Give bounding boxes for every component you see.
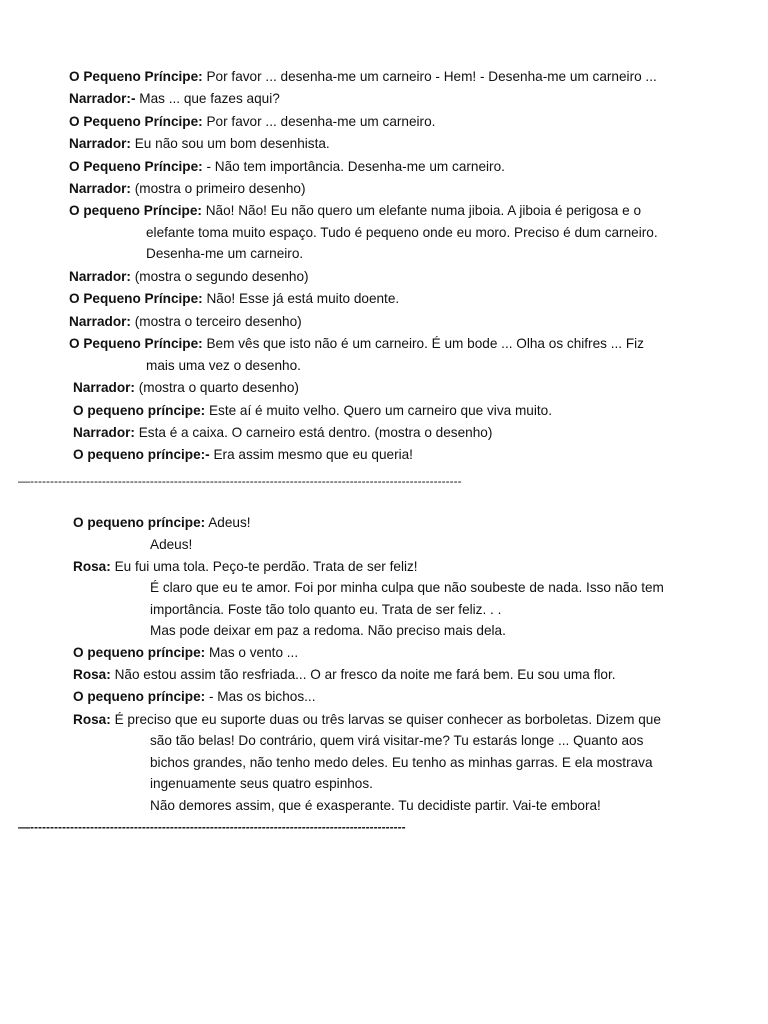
dialogue-text: importância. Foste tão tolo quanto eu. Trata de ser feliz. . . <box>150 601 502 617</box>
speaker-name: O pequeno príncipe:- <box>73 447 210 463</box>
dialogue-text: Adeus! <box>150 536 193 552</box>
dialogue-first-line <box>69 288 399 310</box>
dialogue-text: elefante toma muito espaço. Tudo é pequeno onde eu moro. Preciso é dum carneiro. <box>146 224 658 240</box>
dialogue-first-line <box>69 266 309 288</box>
dialogue-entry <box>73 686 315 708</box>
dialogue-entry <box>69 111 435 133</box>
dialogue-entry <box>73 556 664 642</box>
dialogue-first-line <box>73 444 413 466</box>
speaker-name: O Pequeno Príncipe: <box>69 336 203 352</box>
speaker-name: O Pequeno Príncipe: <box>69 158 203 174</box>
dialogue-continuation-line <box>73 752 661 774</box>
speaker-name: Narrador: <box>69 269 131 284</box>
dialogue-text: Por favor ... desenha-me um carneiro - Hem! - Desenha-me um carneiro ... <box>206 69 657 84</box>
dialogue-entry <box>73 709 661 817</box>
scene-separator-2: —---------------------------------------------------------------------------------------------- <box>18 820 406 834</box>
speaker-name: O Pequeno Príncipe: <box>69 291 203 307</box>
dialogue-text: mais uma vez o desenho. <box>146 357 301 373</box>
dialogue-text: Eu fui uma tola. Peço-te perdão. Trata de ser feliz! <box>114 558 418 574</box>
dialogue-text: Era assim mesmo que eu queria! <box>213 447 413 463</box>
dialogue-text: Esta é a caixa. O carneiro está dentro. (mostra o desenho) <box>138 425 493 440</box>
dialogue-first-line <box>69 88 280 110</box>
dialogue-entry <box>69 66 657 88</box>
dialogue-text: Mas o vento ... <box>208 645 299 660</box>
dialogue-text: Mas pode deixar em paz a redoma. Não preciso mais dela. <box>150 623 506 639</box>
dialogue-entry <box>69 133 330 155</box>
dialogue-first-line <box>73 400 552 422</box>
dialogue-first-line <box>73 422 492 444</box>
dialogue-text: ingenuamente seus quatro espinhos. <box>150 776 373 792</box>
dialogue-entry <box>73 400 552 422</box>
dialogue-text: Não demores assim, que é exasperante. Tu decidiste partir. Vai-te embora! <box>150 797 601 813</box>
dialogue-text: (mostra o segundo desenho) <box>134 269 309 284</box>
speaker-name: Rosa: <box>73 711 111 727</box>
dialogue-entry <box>69 178 305 200</box>
dialogue-first-line <box>73 709 661 731</box>
dialogue-entry <box>69 333 644 376</box>
speaker-name: O pequeno Príncipe: <box>69 203 202 219</box>
speaker-name: Rosa: <box>73 667 111 683</box>
dialogue-first-line <box>73 512 251 534</box>
dialogue-entry <box>73 664 616 686</box>
dialogue-entry <box>69 311 302 333</box>
dialogue-text: Não! Esse já está muito doente. <box>206 291 400 307</box>
dialogue-continuation-line <box>73 620 664 642</box>
dialogue-entry <box>69 156 505 178</box>
dialogue-continuation-line <box>69 222 658 244</box>
dialogue-first-line <box>69 156 505 178</box>
dialogue-first-line <box>69 111 435 133</box>
dialogue-text: - Mas os bichos... <box>208 689 316 705</box>
speaker-name: Narrador: <box>73 380 135 396</box>
dialogue-text: Não! Não! Eu não quero um elefante numa jiboia. A jiboia é perigosa e o <box>205 203 642 219</box>
dialogue-text: - Não tem importância. Desenha-me um carneiro. <box>206 158 505 174</box>
dialogue-text: (mostra o primeiro desenho) <box>134 181 306 196</box>
dialogue-entry <box>69 288 399 310</box>
dialogue-continuation-line <box>73 599 664 621</box>
dialogue-text: Por favor ... desenha-me um carneiro. <box>206 113 436 129</box>
dialogue-first-line <box>73 664 616 686</box>
dialogue-first-line <box>73 377 299 399</box>
dialogue-first-line <box>69 178 305 200</box>
dialogue-entry <box>69 88 280 110</box>
speaker-name: O pequeno príncipe: <box>73 402 206 418</box>
speaker-name: Narrador: <box>69 181 131 196</box>
dialogue-text: (mostra o quarto desenho) <box>138 380 299 396</box>
speaker-name: Narrador: <box>69 136 131 152</box>
dialogue-text: É preciso que eu suporte duas ou três larvas se quiser conhecer as borboletas. Dizem que <box>114 711 661 727</box>
dialogue-first-line <box>73 686 315 708</box>
dialogue-text: É claro que eu te amor. Foi por minha culpa que não soubeste de nada. Isso não tem <box>150 580 664 596</box>
dialogue-text: Adeus! <box>208 515 251 530</box>
dialogue-first-line <box>69 333 644 355</box>
dialogue-text: (mostra o terceiro desenho) <box>134 313 302 329</box>
dialogue-first-line <box>73 556 664 578</box>
dialogue-text: Bem vês que isto não é um carneiro. É um bode ... Olha os chifres ... Fiz <box>206 336 644 352</box>
dialogue-continuation-line <box>69 355 644 377</box>
dialogue-continuation-line <box>73 730 661 752</box>
speaker-name: Narrador: <box>73 425 135 440</box>
dialogue-entry <box>73 377 299 399</box>
dialogue-text: Desenha-me um carneiro. <box>146 246 304 262</box>
speaker-name: Narrador:- <box>69 91 136 107</box>
dialogue-entry <box>73 422 492 444</box>
dialogue-text: bichos grandes, não tenho medo deles. Eu tenho as minhas garras. E ela mostrava <box>150 754 653 770</box>
dialogue-entry <box>73 642 298 664</box>
dialogue-entry <box>69 200 658 265</box>
speaker-name: O Pequeno Príncipe: <box>69 113 203 129</box>
dialogue-entry <box>69 266 309 288</box>
speaker-name: Rosa: <box>73 558 111 574</box>
speaker-name: O pequeno príncipe: <box>73 645 206 660</box>
speaker-name: O pequeno príncipe: <box>73 689 206 705</box>
dialogue-first-line <box>69 311 302 333</box>
dialogue-continuation-line <box>73 534 251 556</box>
dialogue-text: Mas ... que fazes aqui? <box>139 91 280 107</box>
dialogue-text: são tão belas! Do contrário, quem virá visitar-me? Tu estarás longe ... Quanto aos <box>150 733 644 749</box>
dialogue-first-line <box>69 200 658 222</box>
dialogue-continuation-line <box>73 577 664 599</box>
dialogue-first-line <box>69 133 330 155</box>
dialogue-text: Este aí é muito velho. Quero um carneiro que viva muito. <box>208 402 552 418</box>
dialogue-continuation-line <box>69 243 658 265</box>
dialogue-text: Não estou assim tão resfriada... O ar fresco da noite me fará bem. Eu sou uma flor. <box>114 667 616 683</box>
scene-separator-1: —------------------------------------------------------------------------------------------------------------ <box>18 474 462 488</box>
dialogue-text: Eu não sou um bom desenhista. <box>134 136 330 152</box>
dialogue-first-line <box>69 66 657 88</box>
speaker-name: O Pequeno Príncipe: <box>69 69 203 84</box>
dialogue-continuation-line <box>73 795 661 817</box>
dialogue-continuation-line <box>73 773 661 795</box>
dialogue-entry <box>73 512 251 555</box>
speaker-name: O pequeno príncipe: <box>73 515 206 530</box>
speaker-name: Narrador: <box>69 313 131 329</box>
dialogue-first-line <box>73 642 298 664</box>
dialogue-entry <box>73 444 413 466</box>
